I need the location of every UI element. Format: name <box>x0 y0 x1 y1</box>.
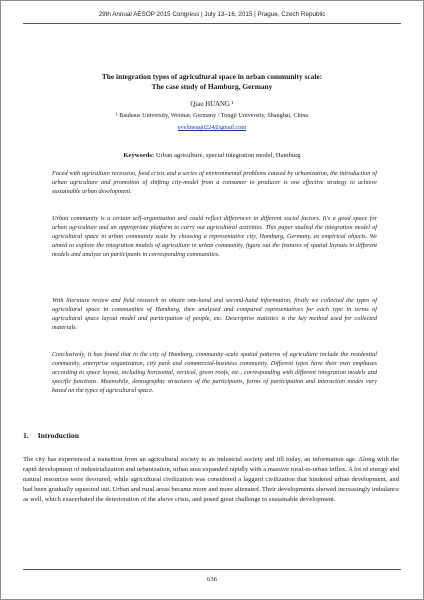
abstract-paragraph-4: Conclusively, it has found that in the city of Hamburg, community-scale spatial patterns of agriculture include the residential community, enterprise organization, city park and commercial-business community. Different types have their own emphases according to space layout, including horizontal, vertical, green roofs, etc., corresponding with different integration models and specific functions. Meanwhile, demographic structures of the participants, forms of participation and interaction modes vary based on the types of agricultural space. <box>52 351 377 395</box>
abstract-paragraph-2: Urban community is a certain self-organization and could reflect differences in different social factors. It's a good space for urban agriculture and an appropriate platform to carry out agricultural activities. This paper studied the integration model of agricultural space in urban community scale by choosing a representative city, Hamburg, Germany, as empirical objects. We aimed to explore the integration models of agriculture in urban community, figure out the features of spatial layouts in different models and analyze on participants in corresponding communities. <box>52 215 377 259</box>
abstract-paragraph-3: With literature review and field research to obtain one-hand and second-hand information, firstly we collected the types of agricultural space in communities of Hamburg, then analyzed and compared representatives for each type in terms of agricultural space layout model and participation of people, etc. Descriptive statistics is the key method used for collected materials. <box>52 297 377 332</box>
paper-title <box>41 72 383 91</box>
author-email-link[interactable]: evelineqq0224@gmail.com <box>177 124 247 131</box>
title-line-1: The integration types of agricultural space in urban community scale: <box>101 72 323 81</box>
keywords-line <box>1 152 423 159</box>
page-number: 636 <box>207 576 217 583</box>
body-paragraph-1: The city has experienced a transition from an agricultural society to an industrial society and till today, an information age. Along with the rapid development of industrialization and urbanization, urban area expanded rapidly with a massive rural-to-urban influx. A lot of energy and natural resources were devoured, while agricultural civilization was considered a laggard civilization that hindered urban development, and had been gradually squeezed out. Urban and rural areas became more and more alienated. Their developments showed increasingly imbalance as well, which exacerbated the deterioration of the above crisis, and posed great challenge to sustainable development. <box>23 456 399 503</box>
keywords-label: Keywords: <box>123 152 155 159</box>
author-affiliation: ¹ Bauhaus University, Weimar, Germany / Tongji University, Shanghai, China <box>115 112 309 119</box>
author-name: Qiao HUANG ¹ <box>190 101 234 108</box>
section-title: Introduction <box>37 431 79 440</box>
footer-rule <box>23 569 401 570</box>
section-number: 1. <box>23 431 29 440</box>
header-rule <box>23 23 401 24</box>
abstract-paragraph-1: Faced with agriculture recession, food crisis and a series of environmental problems caused by urbanization, the introduction of urban agriculture and promotion of shifting city-model from a consumer to producer is one effective strategy to achieve sustainable urban development. <box>52 170 377 196</box>
keywords-text: Urban agriculture, special integration model, Hamburg <box>154 152 301 159</box>
running-header: 29th Annual AESOP 2015 Congress | July 13–16, 2015 | Prague, Czech Republic <box>98 11 326 18</box>
section-heading <box>23 431 79 440</box>
title-line-2: The case study of Hamburg, Germany <box>151 81 273 91</box>
